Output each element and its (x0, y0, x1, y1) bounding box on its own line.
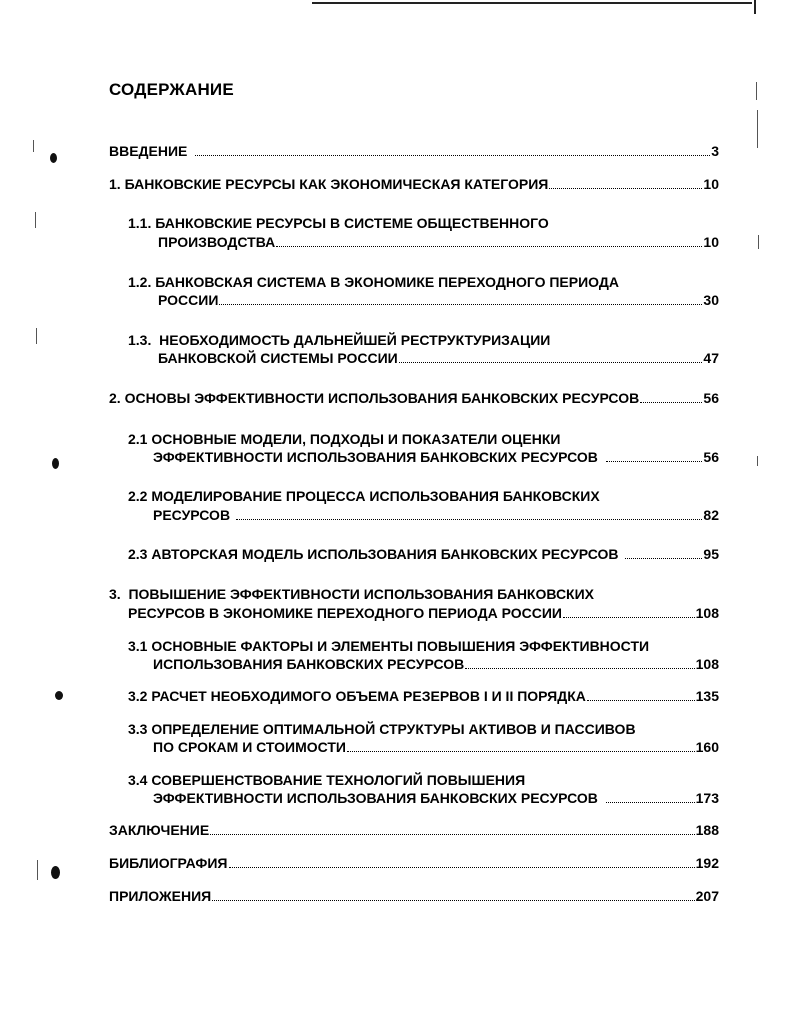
toc-entry-bibliography (109, 853, 719, 873)
toc-page-number: 56 (703, 390, 719, 406)
toc-label: ИСПОЛЬЗОВАНИЯ БАНКОВСКИХ РЕСУРСОВ (153, 656, 465, 672)
toc-leader-dots (276, 245, 702, 247)
toc-label: ВВЕДЕНИЕ (109, 143, 188, 159)
toc-entry-1-3 (158, 348, 719, 368)
toc-leader-dots (465, 667, 694, 669)
punch-hole-mark (52, 458, 59, 469)
scan-page-edge (754, 0, 756, 14)
toc-page-number: 192 (695, 855, 719, 871)
toc-label: ЭФФЕКТИВНОСТИ ИСПОЛЬЗОВАНИЯ БАНКОВСКИХ РЕСУРСОВ (153, 449, 598, 465)
toc-label: РЕСУРСОВ В ЭКОНОМИКЕ ПЕРЕХОДНОГО ПЕРИОДА РОССИИ (128, 605, 562, 621)
toc-page-number: 173 (695, 790, 719, 806)
toc-leader-dots (236, 518, 702, 520)
toc-entry-2-1-line1: 2.1 ОСНОВНЫЕ МОДЕЛИ, ПОДХОДЫ И ПОКАЗАТЕЛИ ОЦЕНКИ (128, 431, 561, 447)
toc-entry-3-2 (128, 686, 719, 706)
toc-entry-2-3 (128, 544, 719, 564)
toc-entry-conclusion (109, 820, 719, 840)
scan-page-edge (312, 2, 752, 4)
toc-entry-chapter-1 (109, 174, 719, 194)
toc-entry-intro (109, 141, 719, 161)
toc-entry-3-3-line1: 3.3 ОПРЕДЕЛЕНИЕ ОПТИМАЛЬНОЙ СТРУКТУРЫ АКТИВОВ И ПАССИВОВ (128, 721, 636, 737)
toc-leader-dots (640, 401, 702, 403)
toc-entry-3-3 (153, 737, 719, 757)
toc-entry-2-2 (153, 505, 719, 525)
toc-leader-dots (210, 833, 694, 835)
toc-label: БАНКОВСКОЙ СИСТЕМЫ РОССИИ (158, 350, 398, 366)
punch-hole-mark (51, 866, 60, 879)
toc-entry-appendices (109, 886, 719, 906)
toc-label: ЭФФЕКТИВНОСТИ ИСПОЛЬЗОВАНИЯ БАНКОВСКИХ РЕСУРСОВ (153, 790, 598, 806)
toc-page-number: 160 (695, 739, 719, 755)
scan-margin-tick (757, 110, 758, 148)
toc-page-number: 3 (711, 143, 719, 159)
page-title: СОДЕРЖАНИЕ (109, 80, 234, 99)
toc-entry-1-2 (158, 290, 719, 310)
toc-leader-dots (399, 361, 703, 363)
scan-margin-tick (35, 212, 36, 228)
toc-page-number: 108 (695, 656, 719, 672)
scan-margin-tick (758, 235, 759, 249)
scan-margin-tick (36, 328, 37, 344)
toc-leader-dots (219, 303, 702, 305)
toc-label: 2. ОСНОВЫ ЭФФЕКТИВНОСТИ ИСПОЛЬЗОВАНИЯ БАНКОВСКИХ РЕСУРСОВ (109, 390, 640, 406)
toc-leader-dots (606, 460, 703, 462)
scan-margin-tick (33, 140, 34, 152)
toc-leader-dots (229, 866, 695, 868)
toc-label: РОССИИ (158, 292, 219, 308)
toc-label: ПРОИЗВОДСТВА (158, 234, 276, 250)
toc-entry-3-1-line1: 3.1 ОСНОВНЫЕ ФАКТОРЫ И ЭЛЕМЕНТЫ ПОВЫШЕНИЯ ЭФФЕКТИВНОСТИ (128, 638, 650, 654)
toc-leader-dots (212, 899, 694, 901)
toc-entry-2-2-line1: 2.2 МОДЕЛИРОВАНИЕ ПРОЦЕССА ИСПОЛЬЗОВАНИЯ БАНКОВСКИХ (128, 488, 600, 504)
toc-page-number: 207 (695, 888, 719, 904)
toc-page-number: 10 (703, 176, 719, 192)
toc-label: 1. БАНКОВСКИЕ РЕСУРСЫ КАК ЭКОНОМИЧЕСКАЯ КАТЕГОРИЯ (109, 176, 549, 192)
toc-page-number: 10 (703, 234, 719, 250)
toc-page-number: 95 (703, 546, 719, 562)
toc-entry-1-1-line1: 1.1. БАНКОВСКИЕ РЕСУРСЫ В СИСТЕМЕ ОБЩЕСТВЕННОГО (128, 215, 549, 231)
toc-entry-3-4 (153, 788, 719, 808)
toc-page-number: 56 (703, 449, 719, 465)
toc-label: БИБЛИОГРАФИЯ (109, 855, 228, 871)
toc-page-number: 47 (703, 350, 719, 366)
toc-page-number: 108 (695, 605, 719, 621)
toc-label: ЗАКЛЮЧЕНИЕ (109, 822, 210, 838)
scan-margin-tick (756, 82, 757, 100)
toc-label: 3.2 РАСЧЕТ НЕОБХОДИМОГО ОБЪЕМА РЕЗЕРВОВ I И II ПОРЯДКА (128, 688, 586, 704)
scan-margin-tick (37, 860, 38, 880)
toc-label: 2.3 АВТОРСКАЯ МОДЕЛЬ ИСПОЛЬЗОВАНИЯ БАНКОВСКИХ РЕСУРСОВ (128, 546, 619, 562)
toc-leader-dots (563, 616, 695, 618)
toc-entry-2-1 (153, 447, 719, 467)
toc-leader-dots (587, 699, 695, 701)
toc-entry-3-1 (153, 654, 719, 674)
punch-hole-mark (50, 153, 57, 163)
toc-entry-chapter-3 (128, 603, 719, 623)
toc-page-number: 30 (703, 292, 719, 308)
toc-entry-1-3-line1: 1.3. НЕОБХОДИМОСТЬ ДАЛЬНЕЙШЕЙ РЕСТРУКТУРИЗАЦИИ (128, 332, 551, 348)
toc-page-number: 135 (695, 688, 719, 704)
toc-leader-dots (549, 187, 702, 189)
toc-entry-chapter-3-line1: 3. ПОВЫШЕНИЕ ЭФФЕКТИВНОСТИ ИСПОЛЬЗОВАНИЯ БАНКОВСКИХ (109, 586, 594, 602)
toc-label: ПРИЛОЖЕНИЯ (109, 888, 212, 904)
toc-label: РЕСУРСОВ (153, 507, 231, 523)
toc-entry-3-4-line1: 3.4 СОВЕРШЕНСТВОВАНИЕ ТЕХНОЛОГИЙ ПОВЫШЕНИЯ (128, 772, 526, 788)
toc-leader-dots (625, 557, 703, 559)
toc-entry-1-1 (158, 232, 719, 252)
punch-hole-mark (55, 691, 63, 700)
toc-entry-1-2-line1: 1.2. БАНКОВСКАЯ СИСТЕМА В ЭКОНОМИКЕ ПЕРЕХОДНОГО ПЕРИОДА (128, 274, 619, 290)
scan-margin-tick (757, 456, 758, 466)
toc-page-number: 188 (695, 822, 719, 838)
toc-entry-chapter-2 (109, 388, 719, 408)
toc-page-number: 82 (703, 507, 719, 523)
toc-leader-dots (606, 801, 695, 803)
toc-leader-dots (195, 154, 710, 156)
toc-label: ПО СРОКАМ И СТОИМОСТИ (153, 739, 346, 755)
toc-leader-dots (347, 750, 695, 752)
